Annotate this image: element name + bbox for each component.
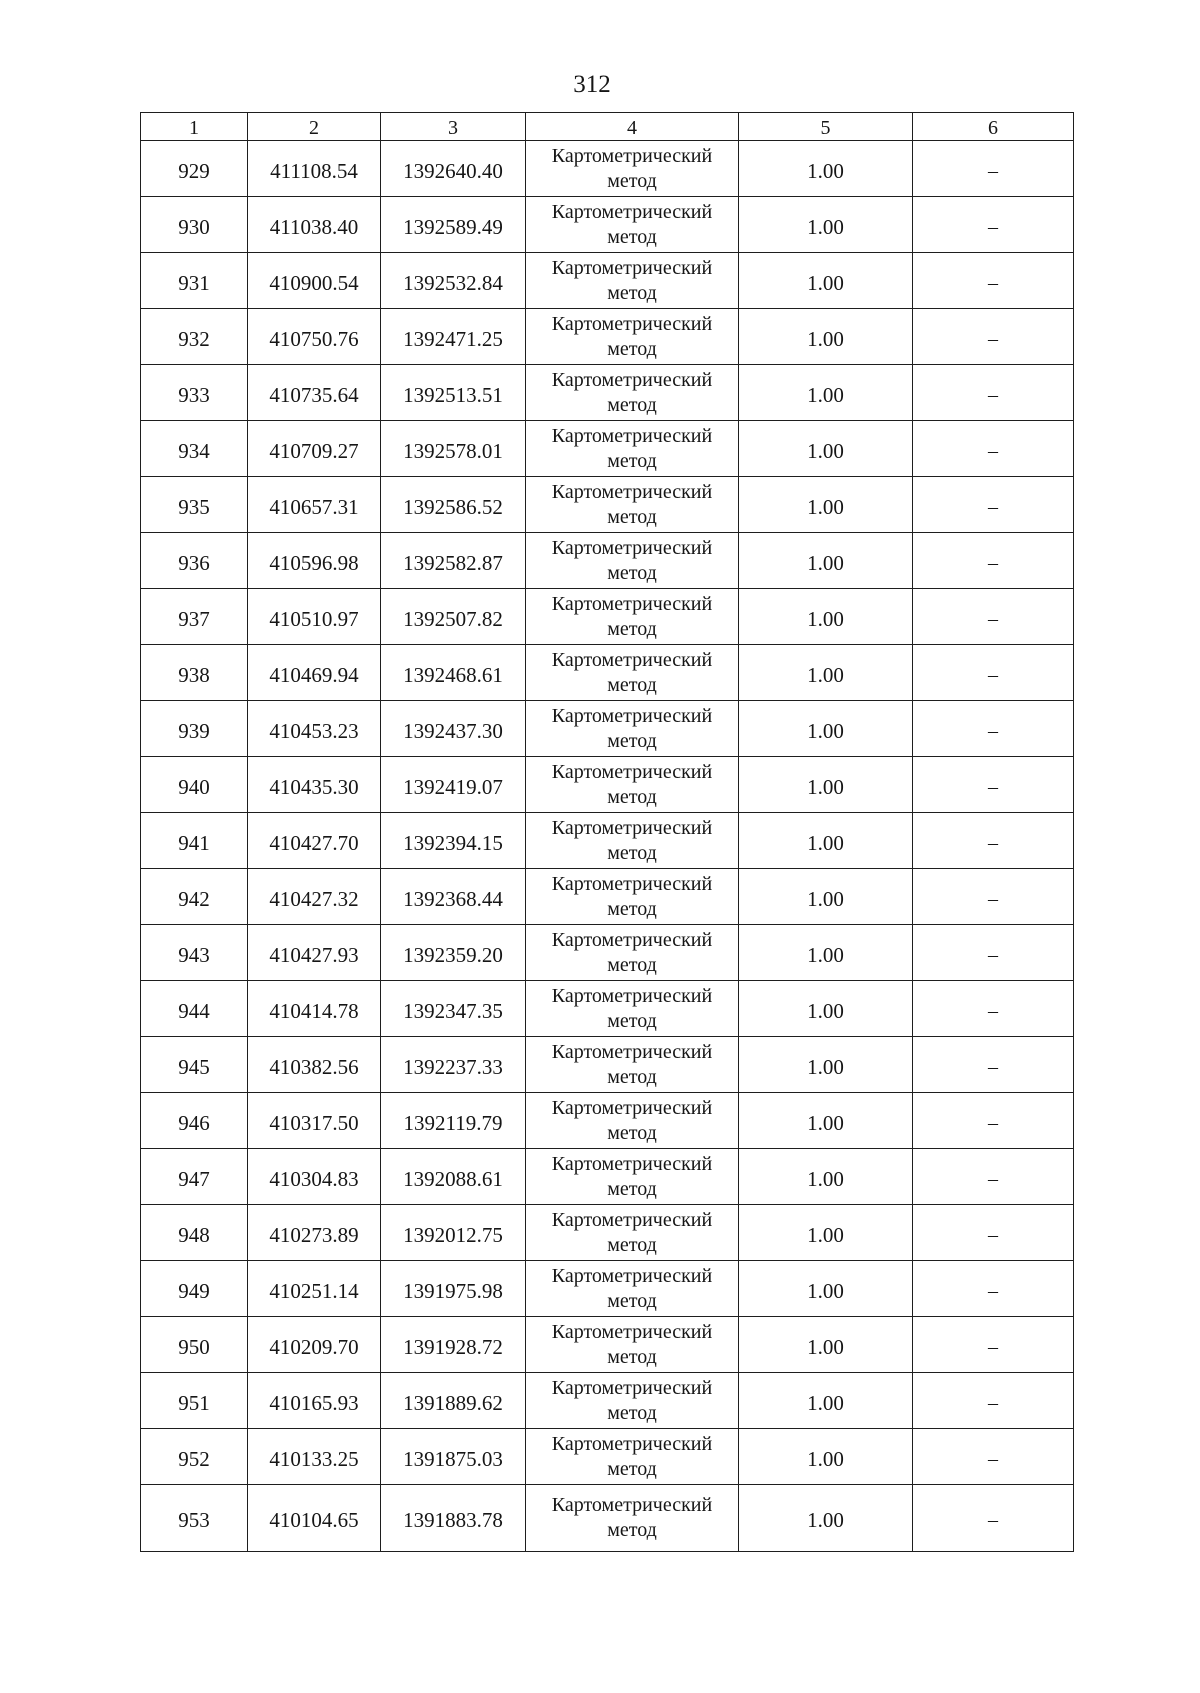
coord-y-cell: 1392586.52 bbox=[381, 477, 526, 533]
table-body bbox=[141, 141, 1074, 1552]
coord-x-cell: 410133.25 bbox=[248, 1429, 381, 1485]
method-text: метод bbox=[607, 841, 657, 864]
coord-x-cell: 410510.97 bbox=[248, 589, 381, 645]
coord-y-cell: 1392578.01 bbox=[381, 421, 526, 477]
method-cell bbox=[526, 1093, 739, 1149]
method-cell bbox=[526, 589, 739, 645]
method-text: метод bbox=[607, 1289, 657, 1312]
note-cell: – bbox=[913, 813, 1074, 869]
coord-x-cell: 410273.89 bbox=[248, 1205, 381, 1261]
note-cell: – bbox=[913, 533, 1074, 589]
coord-x-cell: 410414.78 bbox=[248, 981, 381, 1037]
table-row bbox=[141, 645, 1074, 701]
coord-x-cell: 410750.76 bbox=[248, 309, 381, 365]
table-row bbox=[141, 1037, 1074, 1093]
note-cell: – bbox=[913, 701, 1074, 757]
coord-x-cell: 410453.23 bbox=[248, 701, 381, 757]
note-cell: – bbox=[913, 1317, 1074, 1373]
header-col-3: 3 bbox=[381, 113, 526, 141]
method-text: метод bbox=[607, 1233, 657, 1256]
coord-x-cell: 411108.54 bbox=[248, 141, 381, 197]
note-cell: – bbox=[913, 1485, 1074, 1552]
method-text: метод bbox=[607, 1457, 657, 1480]
point-number-cell: 934 bbox=[141, 421, 248, 477]
table-row bbox=[141, 1373, 1074, 1429]
method-cell bbox=[526, 253, 739, 309]
note-cell: – bbox=[913, 421, 1074, 477]
method-cell bbox=[526, 757, 739, 813]
point-number-cell: 943 bbox=[141, 925, 248, 981]
accuracy-cell: 1.00 bbox=[739, 1261, 913, 1317]
note-cell: – bbox=[913, 1261, 1074, 1317]
table-row bbox=[141, 701, 1074, 757]
coord-y-cell: 1392237.33 bbox=[381, 1037, 526, 1093]
header-col-4: 4 bbox=[526, 113, 739, 141]
point-number-cell: 951 bbox=[141, 1373, 248, 1429]
method-text: Картометрический bbox=[551, 312, 713, 335]
table-row bbox=[141, 589, 1074, 645]
table-row bbox=[141, 1261, 1074, 1317]
table-row bbox=[141, 365, 1074, 421]
method-text: Картометрический bbox=[551, 368, 713, 391]
method-text: метод bbox=[607, 169, 657, 192]
note-cell: – bbox=[913, 141, 1074, 197]
coord-x-cell: 410435.30 bbox=[248, 757, 381, 813]
note-cell: – bbox=[913, 477, 1074, 533]
note-cell: – bbox=[913, 1205, 1074, 1261]
note-cell: – bbox=[913, 1093, 1074, 1149]
method-text: метод bbox=[607, 281, 657, 304]
method-text: метод bbox=[607, 505, 657, 528]
coord-y-cell: 1392513.51 bbox=[381, 365, 526, 421]
method-text: Картометрический bbox=[551, 1096, 713, 1119]
point-number-cell: 952 bbox=[141, 1429, 248, 1485]
coord-x-cell: 410596.98 bbox=[248, 533, 381, 589]
method-text: метод bbox=[607, 1009, 657, 1032]
table-row bbox=[141, 981, 1074, 1037]
coord-y-cell: 1392012.75 bbox=[381, 1205, 526, 1261]
header-col-5: 5 bbox=[739, 113, 913, 141]
coord-x-cell: 410900.54 bbox=[248, 253, 381, 309]
method-cell bbox=[526, 645, 739, 701]
coord-x-cell: 410469.94 bbox=[248, 645, 381, 701]
method-text: Картометрический bbox=[551, 1152, 713, 1175]
accuracy-cell: 1.00 bbox=[739, 1317, 913, 1373]
method-cell bbox=[526, 813, 739, 869]
method-text: метод bbox=[607, 617, 657, 640]
coord-x-cell: 410382.56 bbox=[248, 1037, 381, 1093]
point-number-cell: 944 bbox=[141, 981, 248, 1037]
method-text: Картометрический bbox=[551, 1320, 713, 1343]
table-row bbox=[141, 1429, 1074, 1485]
coord-y-cell: 1392640.40 bbox=[381, 141, 526, 197]
table-row bbox=[141, 1485, 1074, 1552]
method-cell bbox=[526, 701, 739, 757]
method-cell bbox=[526, 1261, 739, 1317]
method-text: Картометрический bbox=[551, 760, 713, 783]
method-text: Картометрический bbox=[551, 816, 713, 839]
note-cell: – bbox=[913, 309, 1074, 365]
method-text: Картометрический bbox=[551, 536, 713, 559]
coord-x-cell: 410709.27 bbox=[248, 421, 381, 477]
point-number-cell: 947 bbox=[141, 1149, 248, 1205]
coord-y-cell: 1392471.25 bbox=[381, 309, 526, 365]
coord-x-cell: 410165.93 bbox=[248, 1373, 381, 1429]
coord-y-cell: 1392437.30 bbox=[381, 701, 526, 757]
method-cell bbox=[526, 141, 739, 197]
note-cell: – bbox=[913, 197, 1074, 253]
table-row bbox=[141, 141, 1074, 197]
method-text: метод bbox=[607, 393, 657, 416]
coord-y-cell: 1391928.72 bbox=[381, 1317, 526, 1373]
table-row bbox=[141, 1149, 1074, 1205]
note-cell: – bbox=[913, 365, 1074, 421]
coord-x-cell: 410427.93 bbox=[248, 925, 381, 981]
point-number-cell: 935 bbox=[141, 477, 248, 533]
note-cell: – bbox=[913, 253, 1074, 309]
note-cell: – bbox=[913, 925, 1074, 981]
coord-y-cell: 1392394.15 bbox=[381, 813, 526, 869]
accuracy-cell: 1.00 bbox=[739, 925, 913, 981]
table-row bbox=[141, 197, 1074, 253]
method-text: Картометрический bbox=[551, 1208, 713, 1231]
note-cell: – bbox=[913, 869, 1074, 925]
method-text: Картометрический bbox=[551, 1432, 713, 1455]
method-cell bbox=[526, 1373, 739, 1429]
coord-y-cell: 1391883.78 bbox=[381, 1485, 526, 1552]
accuracy-cell: 1.00 bbox=[739, 1429, 913, 1485]
method-cell bbox=[526, 365, 739, 421]
header-row bbox=[141, 113, 1074, 141]
method-text: метод bbox=[607, 449, 657, 472]
method-cell bbox=[526, 1485, 739, 1552]
method-text: Картометрический bbox=[551, 1040, 713, 1063]
method-text: метод bbox=[607, 1519, 657, 1541]
method-text: Картометрический bbox=[551, 648, 713, 671]
method-text: Картометрический bbox=[551, 704, 713, 727]
point-number-cell: 936 bbox=[141, 533, 248, 589]
page-number: 312 bbox=[573, 71, 611, 98]
coord-x-cell: 411038.40 bbox=[248, 197, 381, 253]
coord-y-cell: 1392347.35 bbox=[381, 981, 526, 1037]
coord-x-cell: 410304.83 bbox=[248, 1149, 381, 1205]
note-cell: – bbox=[913, 589, 1074, 645]
point-number-cell: 933 bbox=[141, 365, 248, 421]
point-number-cell: 949 bbox=[141, 1261, 248, 1317]
method-cell bbox=[526, 309, 739, 365]
method-text: метод bbox=[607, 1345, 657, 1368]
coord-y-cell: 1392468.61 bbox=[381, 645, 526, 701]
note-cell: – bbox=[913, 645, 1074, 701]
method-text: метод bbox=[607, 953, 657, 976]
accuracy-cell: 1.00 bbox=[739, 365, 913, 421]
method-cell bbox=[526, 1317, 739, 1373]
accuracy-cell: 1.00 bbox=[739, 477, 913, 533]
note-cell: – bbox=[913, 981, 1074, 1037]
point-number-cell: 942 bbox=[141, 869, 248, 925]
accuracy-cell: 1.00 bbox=[739, 1205, 913, 1261]
header-col-2: 2 bbox=[248, 113, 381, 141]
table-row bbox=[141, 533, 1074, 589]
point-number-cell: 953 bbox=[141, 1485, 248, 1552]
method-cell bbox=[526, 1149, 739, 1205]
table-row bbox=[141, 757, 1074, 813]
method-text: метод bbox=[607, 729, 657, 752]
method-text: Картометрический bbox=[551, 200, 713, 223]
method-cell bbox=[526, 981, 739, 1037]
method-text: метод bbox=[607, 1401, 657, 1424]
method-text: метод bbox=[607, 1177, 657, 1200]
point-number-cell: 950 bbox=[141, 1317, 248, 1373]
table-row bbox=[141, 1317, 1074, 1373]
table-header bbox=[141, 113, 1074, 141]
coord-x-cell: 410427.70 bbox=[248, 813, 381, 869]
coord-y-cell: 1391889.62 bbox=[381, 1373, 526, 1429]
method-text: Картометрический bbox=[551, 1494, 713, 1516]
table-row bbox=[141, 925, 1074, 981]
accuracy-cell: 1.00 bbox=[739, 645, 913, 701]
method-text: метод bbox=[607, 673, 657, 696]
method-cell bbox=[526, 421, 739, 477]
accuracy-cell: 1.00 bbox=[739, 1149, 913, 1205]
accuracy-cell: 1.00 bbox=[739, 1093, 913, 1149]
table-row bbox=[141, 1205, 1074, 1261]
accuracy-cell: 1.00 bbox=[739, 197, 913, 253]
note-cell: – bbox=[913, 1429, 1074, 1485]
method-text: Картометрический bbox=[551, 984, 713, 1007]
header-col-6: 6 bbox=[913, 113, 1074, 141]
method-cell bbox=[526, 1429, 739, 1485]
method-text: Картометрический bbox=[551, 480, 713, 503]
coord-x-cell: 410104.65 bbox=[248, 1485, 381, 1552]
table-row bbox=[141, 869, 1074, 925]
accuracy-cell: 1.00 bbox=[739, 533, 913, 589]
table-row bbox=[141, 1093, 1074, 1149]
method-text: метод bbox=[607, 1065, 657, 1088]
note-cell: – bbox=[913, 757, 1074, 813]
accuracy-cell: 1.00 bbox=[739, 813, 913, 869]
coord-y-cell: 1391875.03 bbox=[381, 1429, 526, 1485]
accuracy-cell: 1.00 bbox=[739, 141, 913, 197]
point-number-cell: 946 bbox=[141, 1093, 248, 1149]
method-text: Картометрический bbox=[551, 872, 713, 895]
coord-y-cell: 1392582.87 bbox=[381, 533, 526, 589]
coord-y-cell: 1392589.49 bbox=[381, 197, 526, 253]
coord-y-cell: 1391975.98 bbox=[381, 1261, 526, 1317]
accuracy-cell: 1.00 bbox=[739, 757, 913, 813]
coord-y-cell: 1392368.44 bbox=[381, 869, 526, 925]
method-text: Картометрический bbox=[551, 928, 713, 951]
method-cell bbox=[526, 1037, 739, 1093]
method-cell bbox=[526, 477, 739, 533]
coord-x-cell: 410735.64 bbox=[248, 365, 381, 421]
point-number-cell: 941 bbox=[141, 813, 248, 869]
method-text: метод bbox=[607, 1121, 657, 1144]
point-number-cell: 945 bbox=[141, 1037, 248, 1093]
coord-x-cell: 410251.14 bbox=[248, 1261, 381, 1317]
accuracy-cell: 1.00 bbox=[739, 981, 913, 1037]
method-cell bbox=[526, 925, 739, 981]
coord-y-cell: 1392532.84 bbox=[381, 253, 526, 309]
point-number-cell: 937 bbox=[141, 589, 248, 645]
note-cell: – bbox=[913, 1037, 1074, 1093]
point-number-cell: 940 bbox=[141, 757, 248, 813]
method-cell bbox=[526, 197, 739, 253]
accuracy-cell: 1.00 bbox=[739, 421, 913, 477]
accuracy-cell: 1.00 bbox=[739, 701, 913, 757]
point-number-cell: 938 bbox=[141, 645, 248, 701]
accuracy-cell: 1.00 bbox=[739, 1373, 913, 1429]
coordinates-table-container bbox=[140, 112, 1073, 1552]
accuracy-cell: 1.00 bbox=[739, 253, 913, 309]
point-number-cell: 929 bbox=[141, 141, 248, 197]
coord-y-cell: 1392359.20 bbox=[381, 925, 526, 981]
accuracy-cell: 1.00 bbox=[739, 1037, 913, 1093]
coord-x-cell: 410209.70 bbox=[248, 1317, 381, 1373]
coord-y-cell: 1392119.79 bbox=[381, 1093, 526, 1149]
coordinates-table bbox=[140, 112, 1074, 1552]
method-cell bbox=[526, 869, 739, 925]
header-col-1: 1 bbox=[141, 113, 248, 141]
note-cell: – bbox=[913, 1373, 1074, 1429]
method-text: Картометрический bbox=[551, 592, 713, 615]
method-text: метод bbox=[607, 561, 657, 584]
method-text: Картометрический bbox=[551, 1264, 713, 1287]
method-cell bbox=[526, 533, 739, 589]
method-text: Картометрический bbox=[551, 256, 713, 279]
point-number-cell: 939 bbox=[141, 701, 248, 757]
table-row bbox=[141, 813, 1074, 869]
method-text: Картометрический bbox=[551, 1376, 713, 1399]
method-text: Картометрический bbox=[551, 144, 713, 167]
method-cell bbox=[526, 1205, 739, 1261]
method-text: метод bbox=[607, 337, 657, 360]
table-row bbox=[141, 421, 1074, 477]
table-row bbox=[141, 477, 1074, 533]
method-text: Картометрический bbox=[551, 424, 713, 447]
accuracy-cell: 1.00 bbox=[739, 309, 913, 365]
point-number-cell: 931 bbox=[141, 253, 248, 309]
coord-y-cell: 1392507.82 bbox=[381, 589, 526, 645]
point-number-cell: 948 bbox=[141, 1205, 248, 1261]
accuracy-cell: 1.00 bbox=[739, 869, 913, 925]
table-row bbox=[141, 253, 1074, 309]
accuracy-cell: 1.00 bbox=[739, 1485, 913, 1552]
method-text: метод bbox=[607, 225, 657, 248]
coord-y-cell: 1392088.61 bbox=[381, 1149, 526, 1205]
coord-y-cell: 1392419.07 bbox=[381, 757, 526, 813]
table-row bbox=[141, 309, 1074, 365]
coord-x-cell: 410657.31 bbox=[248, 477, 381, 533]
method-text: метод bbox=[607, 785, 657, 808]
method-text: метод bbox=[607, 897, 657, 920]
note-cell: – bbox=[913, 1149, 1074, 1205]
coord-x-cell: 410317.50 bbox=[248, 1093, 381, 1149]
point-number-cell: 932 bbox=[141, 309, 248, 365]
accuracy-cell: 1.00 bbox=[739, 589, 913, 645]
point-number-cell: 930 bbox=[141, 197, 248, 253]
coord-x-cell: 410427.32 bbox=[248, 869, 381, 925]
